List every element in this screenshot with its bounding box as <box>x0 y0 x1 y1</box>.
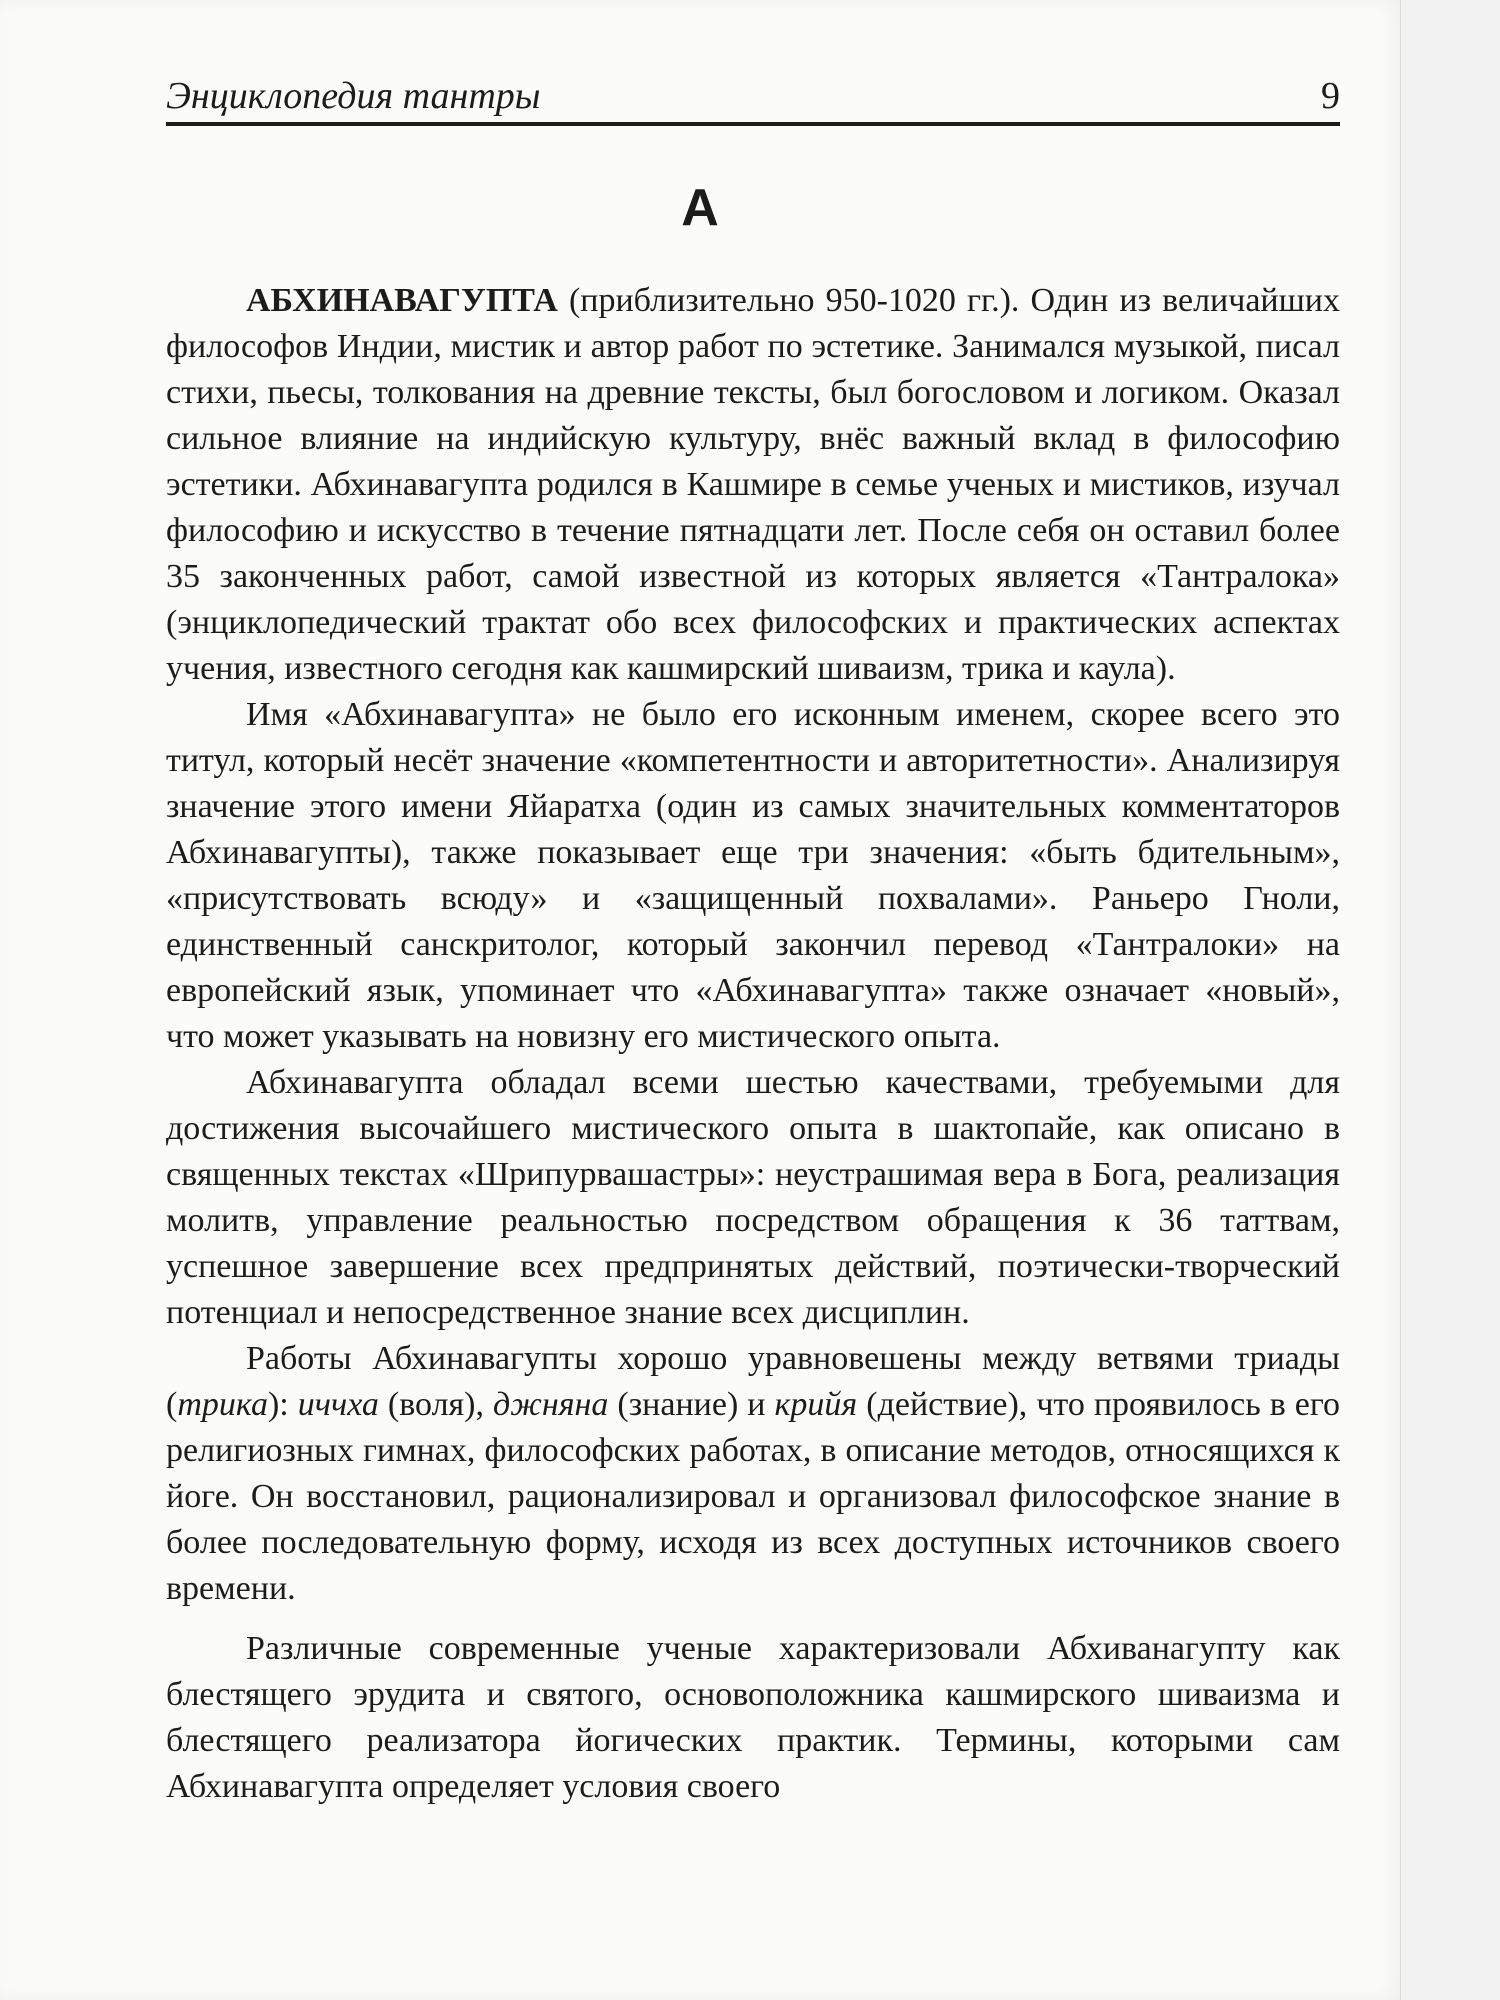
paragraph-1-text: (приблизительно 950-1020 гг.). Один из величайших философов Индии, мистик и автор работ по эстетике. Занимался музыкой, писал стихи, пьесы, толкования на древние тексты, был богословом и логиком. Оказал сильное влияние на индийскую культуру, внёс важный вклад в философию эстетики. Абхинавагупта родился в Кашмире в семье ученых и мистиков, изучал философию и искусство в течение пятнадцати лет. После себя он оставил более 35 законченных работ, самой известной из которых является «Тантралока» (энциклопедический трактат обо всех философских и практических аспектах учения, известного сегодня как кашмирский шиваизм, трика и каула). <box>166 282 1340 687</box>
term-ichchha: иччха <box>297 1386 379 1423</box>
term-kriya: крийя <box>774 1386 858 1423</box>
page-number: 9 <box>1321 75 1340 117</box>
paragraph-4-text: (действие), что проявилось в его религиозных гимнах, философских работах, в описание методов, относящихся к йоге. Он восстановил, рационализировал и организовал философское знание в более последовательную форму, исходя из всех доступных источников своего времени. <box>166 1386 1340 1607</box>
paragraph-1 <box>166 278 1340 692</box>
header-rule <box>166 122 1340 126</box>
paragraph-4-text: (знание) и <box>608 1386 775 1423</box>
paragraph-3: Абхинавагупта обладал всеми шестью качествами, требуемыми для достижения высочайшего мистического опыта в шактопайе, как описано в священных текстах «Шрипурвашастры»: неустрашимая вера в Бога, реализация молитв, управление реальностью посредством обращения к 36 таттвам, успешное завершение всех предпринятых действий, поэтически-творческий потенциал и непосредственное знание всех дисциплин. <box>166 1064 1340 1331</box>
paragraph-5: Различные современные ученые характеризовали Абхиванагупту как блестящего эрудита и святого, основоположника кашмирского шиваизма и блестящего реализатора йогических практик. Термины, которыми сам Абхинавагупта определяет условия своего <box>166 1630 1340 1805</box>
term-trika: трика <box>177 1386 268 1423</box>
page-edge <box>1400 0 1500 2000</box>
article-body <box>166 278 1340 1810</box>
paragraph-2: Имя «Абхинавагупта» не было его исконным именем, скорее всего это титул, который несёт значение «компетентности и авторитетности». Анализируя значение этого имени Яйаратха (один из самых значительных комментаторов Абхинавагупты), также показывает еще три значения: «быть бдительным», «присутствовать всюду» и «защищенный похвалами». Раньеро Гноли, единственный санскритолог, который закончил перевод «Тантралоки» на европейский язык, упоминает что «Абхинавагупта» также означает «новый», что может указывать на новизну его мистического опыта. <box>166 696 1340 1055</box>
entry-term: АБХИНАВАГУПТА <box>246 282 558 319</box>
paragraph-4 <box>166 1336 1340 1612</box>
running-header-title: Энциклопедия тантры <box>166 75 541 117</box>
paragraph-4-text: ): <box>267 1386 298 1423</box>
term-jnyana: джняна <box>493 1386 609 1423</box>
section-letter: А <box>681 179 719 237</box>
running-header <box>166 74 1340 126</box>
paragraph-4-text: Работы Абхинавагупты хорошо уравновешены между ветвями триады ( <box>166 1340 1340 1423</box>
paragraph-4-text: (воля), <box>378 1386 494 1423</box>
